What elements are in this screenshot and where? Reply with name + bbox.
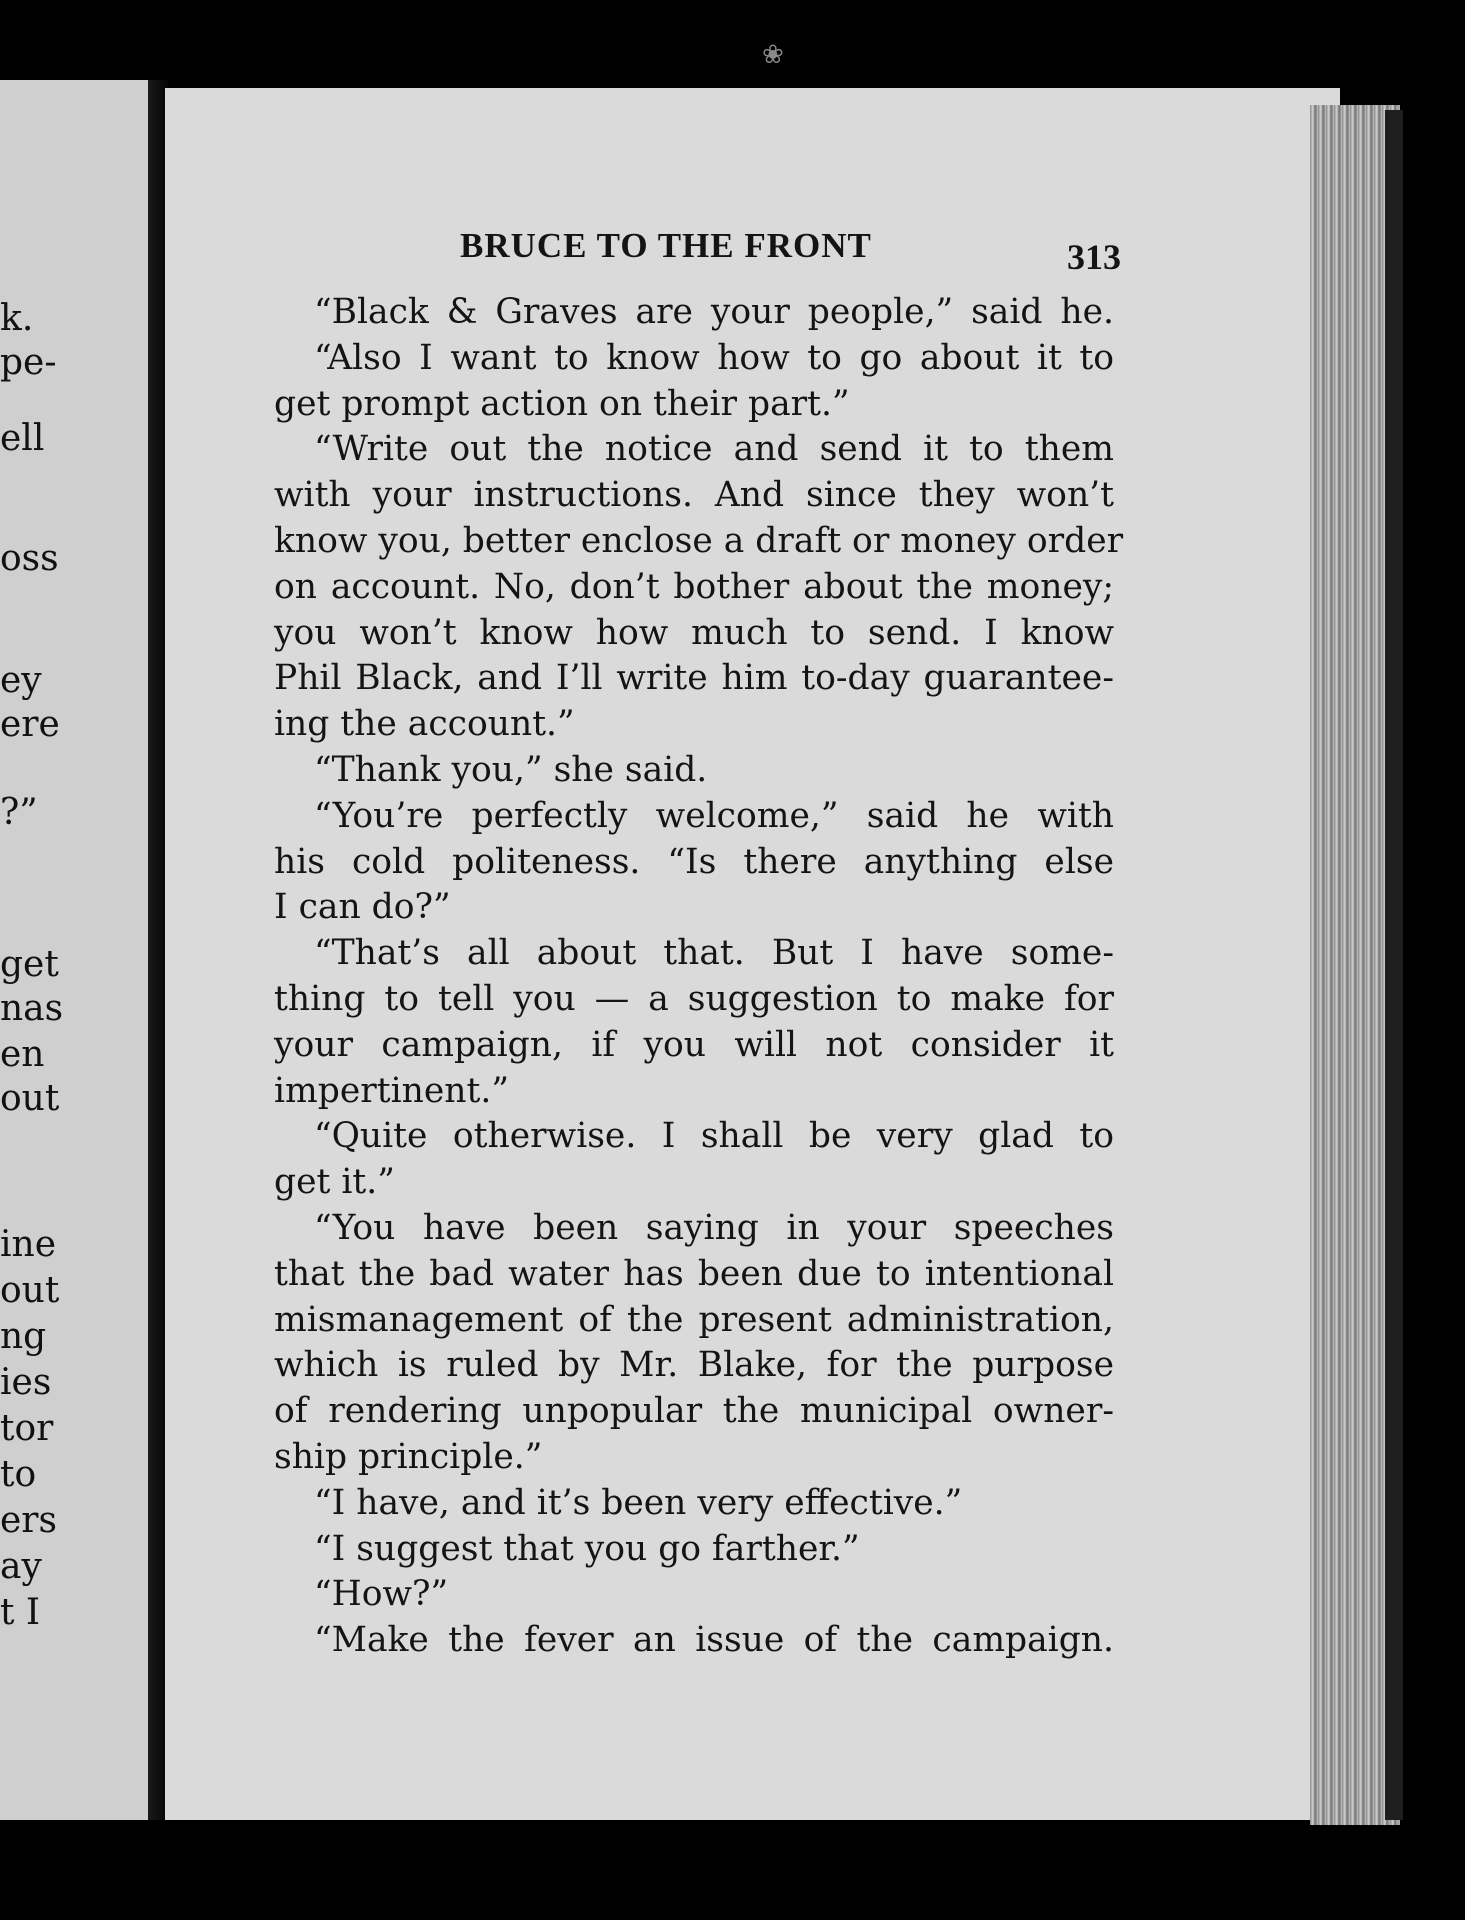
text-line: “Quite otherwise. I shall be very glad to bbox=[314, 1116, 1114, 1157]
left-page-fragment: en bbox=[0, 1034, 45, 1075]
text-line: get it.” bbox=[274, 1162, 395, 1203]
text-line: “I have, and it’s been very effective.” bbox=[314, 1482, 963, 1523]
left-page-fragment: t I bbox=[0, 1592, 41, 1633]
text-line: know you, better enclose a draft or money order bbox=[274, 520, 1124, 561]
text-line: Phil Black, and I’ll write him to-day guarantee- bbox=[274, 658, 1114, 699]
text-line: your campaign, if you will not consider it bbox=[274, 1024, 1114, 1065]
left-page-fragment: ers bbox=[0, 1500, 57, 1541]
left-page-fragment: ey bbox=[0, 660, 42, 701]
text-line: “Thank you,” she said. bbox=[314, 749, 708, 790]
text-line: “You’re perfectly welcome,” said he with bbox=[314, 795, 1114, 836]
text-line: “Write out the notice and send it to them bbox=[314, 429, 1114, 470]
left-page-fragment: ay bbox=[0, 1546, 42, 1587]
left-page-fragment: to bbox=[0, 1454, 37, 1495]
left-page-fragment: oss bbox=[0, 538, 59, 579]
page-block-shadow bbox=[1385, 110, 1403, 1820]
text-line: that the bad water has been due to intentional bbox=[274, 1253, 1114, 1294]
left-page-fragment: out bbox=[0, 1270, 60, 1311]
page-number: 313 bbox=[1067, 237, 1121, 277]
text-line: get prompt action on their part.” bbox=[274, 383, 850, 424]
text-line: impertinent.” bbox=[274, 1070, 509, 1111]
left-page-fragment: ell bbox=[0, 418, 45, 459]
text-line: “How?” bbox=[314, 1574, 449, 1615]
page-body-text bbox=[274, 290, 1124, 1664]
running-head: BRUCE TO THE FRONT bbox=[460, 226, 872, 265]
left-page-fragment: out bbox=[0, 1078, 60, 1119]
text-line: “Also I want to know how to go about it to bbox=[314, 337, 1114, 378]
left-page-fragment: ere bbox=[0, 704, 60, 745]
left-page-fragment: ine bbox=[0, 1224, 57, 1265]
text-line: ing the account.” bbox=[274, 704, 575, 745]
text-line: “Black & Graves are your people,” said he. bbox=[314, 292, 1114, 332]
text-line: mismanagement of the present administration, bbox=[274, 1299, 1114, 1340]
left-page-fragment: pe- bbox=[0, 342, 57, 383]
library-stamp-mark: ❀ bbox=[762, 40, 784, 70]
text-line: “Make the fever an issue of the campaign. bbox=[314, 1620, 1114, 1661]
text-line: on account. No, don’t bother about the money; bbox=[274, 566, 1114, 607]
text-line: thing to tell you — a suggestion to make for bbox=[274, 978, 1114, 1019]
text-line: you won’t know how much to send. I know bbox=[274, 612, 1114, 653]
text-line: ship principle.” bbox=[274, 1436, 543, 1477]
left-page-fragment: nas bbox=[0, 988, 64, 1029]
text-line: which is ruled by Mr. Blake, for the purpose bbox=[274, 1345, 1114, 1386]
left-page-fragment: get bbox=[0, 944, 59, 985]
left-page-fragment: ?” bbox=[0, 792, 38, 833]
left-page-fragment: tor bbox=[0, 1408, 54, 1449]
text-line: with your instructions. And since they won’t bbox=[274, 475, 1114, 516]
left-page-fragment: ng bbox=[0, 1316, 47, 1357]
left-page-fragment: k. bbox=[0, 298, 34, 339]
text-line: “You have been saying in your speeches bbox=[314, 1207, 1114, 1248]
text-line: “That’s all about that. But I have some- bbox=[314, 933, 1114, 974]
text-line: I can do?” bbox=[274, 887, 451, 928]
left-page-fragment: ies bbox=[0, 1362, 52, 1403]
previous-page-edge bbox=[0, 80, 150, 1820]
text-line: of rendering unpopular the municipal owner- bbox=[274, 1391, 1114, 1432]
text-line: “I suggest that you go farther.” bbox=[314, 1528, 860, 1569]
text-line: his cold politeness. “Is there anything else bbox=[274, 841, 1114, 882]
